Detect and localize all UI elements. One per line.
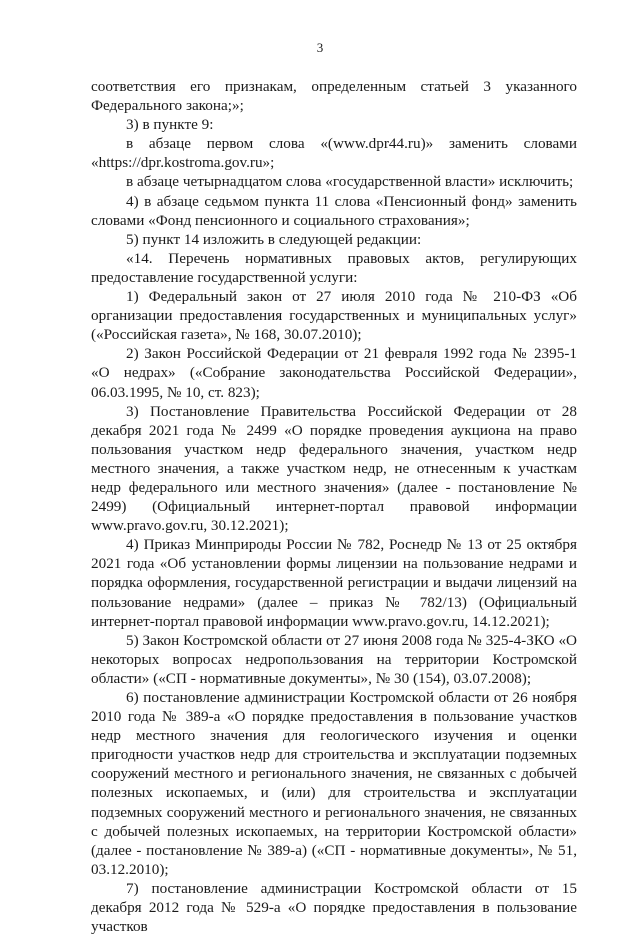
paragraph-act-2: 2) Закон Российской Федерации от 21 февраля 1992 года № 2395-1 «О недрах» («Собрание законодательства Российской Федерации», 06.03.1995, № 10, ст. 823); [91, 345, 577, 401]
paragraph-continuation: соответствия его признакам, определенным статьей 3 указанного Федерального закона;»; [91, 78, 577, 115]
paragraph-abzac-first: в абзаце первом слова «(www.dpr44.ru)» заменить словами «https://dpr.kostroma.gov.ru»; [91, 135, 577, 172]
paragraph-act-1: 1) Федеральный закон от 27 июля 2010 года № 210-ФЗ «Об организации предоставления государственных и муниципальных услуг» («Российская газета», № 168, 30.07.2010); [91, 288, 577, 344]
paragraph-abzac-fourteenth: в абзаце четырнадцатом слова «государственной власти» исключить; [126, 173, 574, 191]
paragraph-act-6: 6) постановление администрации Костромской области от 26 ноября 2010 года № 389-а «О порядке предоставления в пользование участков недр местного значения для геологического изучения и оценки пригодности участков недр для строительства и эксплуатации подземных сооружений местного и регионального значения, не связанных с добычей полезных ископаемых, и (или) для строительства и эксплуатации подземных сооружений местного и регионального значения, не связанных с добычей полезных ископаемых, на территории Костромской области» (далее - постановление № 389-а) («СП - нормативные документы», № 51, 03.12.2010); [91, 689, 577, 878]
paragraph-act-5: 5) Закон Костромской области от 27 июня 2008 года № 325-4-ЗКО «О некоторых вопросах недропользования на территории Костромской области» («СП - нормативные документы», № 30 (154), 03.07.2008); [91, 631, 577, 687]
paragraph-item-5: 5) пункт 14 изложить в следующей редакции: [126, 230, 422, 248]
paragraph-point-14: «14. Перечень нормативных правовых актов, регулирующих предоставление государственной услуги: [91, 249, 577, 286]
paragraph-item-4: 4) в абзаце седьмом пункта 11 слова «Пенсионный фонд» заменить словами «Фонд пенсионного и социального страхования»; [91, 192, 577, 229]
page-number: 3 [316, 40, 324, 55]
document-body [91, 77, 577, 936]
paragraph-act-4: 4) Приказ Минприроды России № 782, Роснедр № 13 от 25 октября 2021 года «Об установлении формы лицензии на пользование недрами и порядка оформления, государственной регистрации и выдачи лицензий на пользование недрами» (далее – приказ № 782/13) (Официальный интернет-портал правовой информации www.pravo.gov.ru, 14.12.2021); [91, 536, 577, 630]
paragraph-act-3: 3) Постановление Правительства Российской Федерации от 28 декабря 2021 года № 2499 «О порядке проведения аукциона на право пользования участком недр федерального значения, участком недр местного значения, а также участком недр, не отнесенным к участкам недр федерального или местного значения» (далее - постановление № 2499) (Официальный интернет-портал правовой информации www.pravo.gov.ru, 30.12.2021); [91, 402, 577, 535]
paragraph-act-7: 7) постановление администрации Костромской области от 15 декабря 2012 года № 529-а «О порядке предоставления в пользование участков [91, 879, 577, 936]
paragraph-item-3: 3) в пункте 9: [126, 116, 214, 134]
